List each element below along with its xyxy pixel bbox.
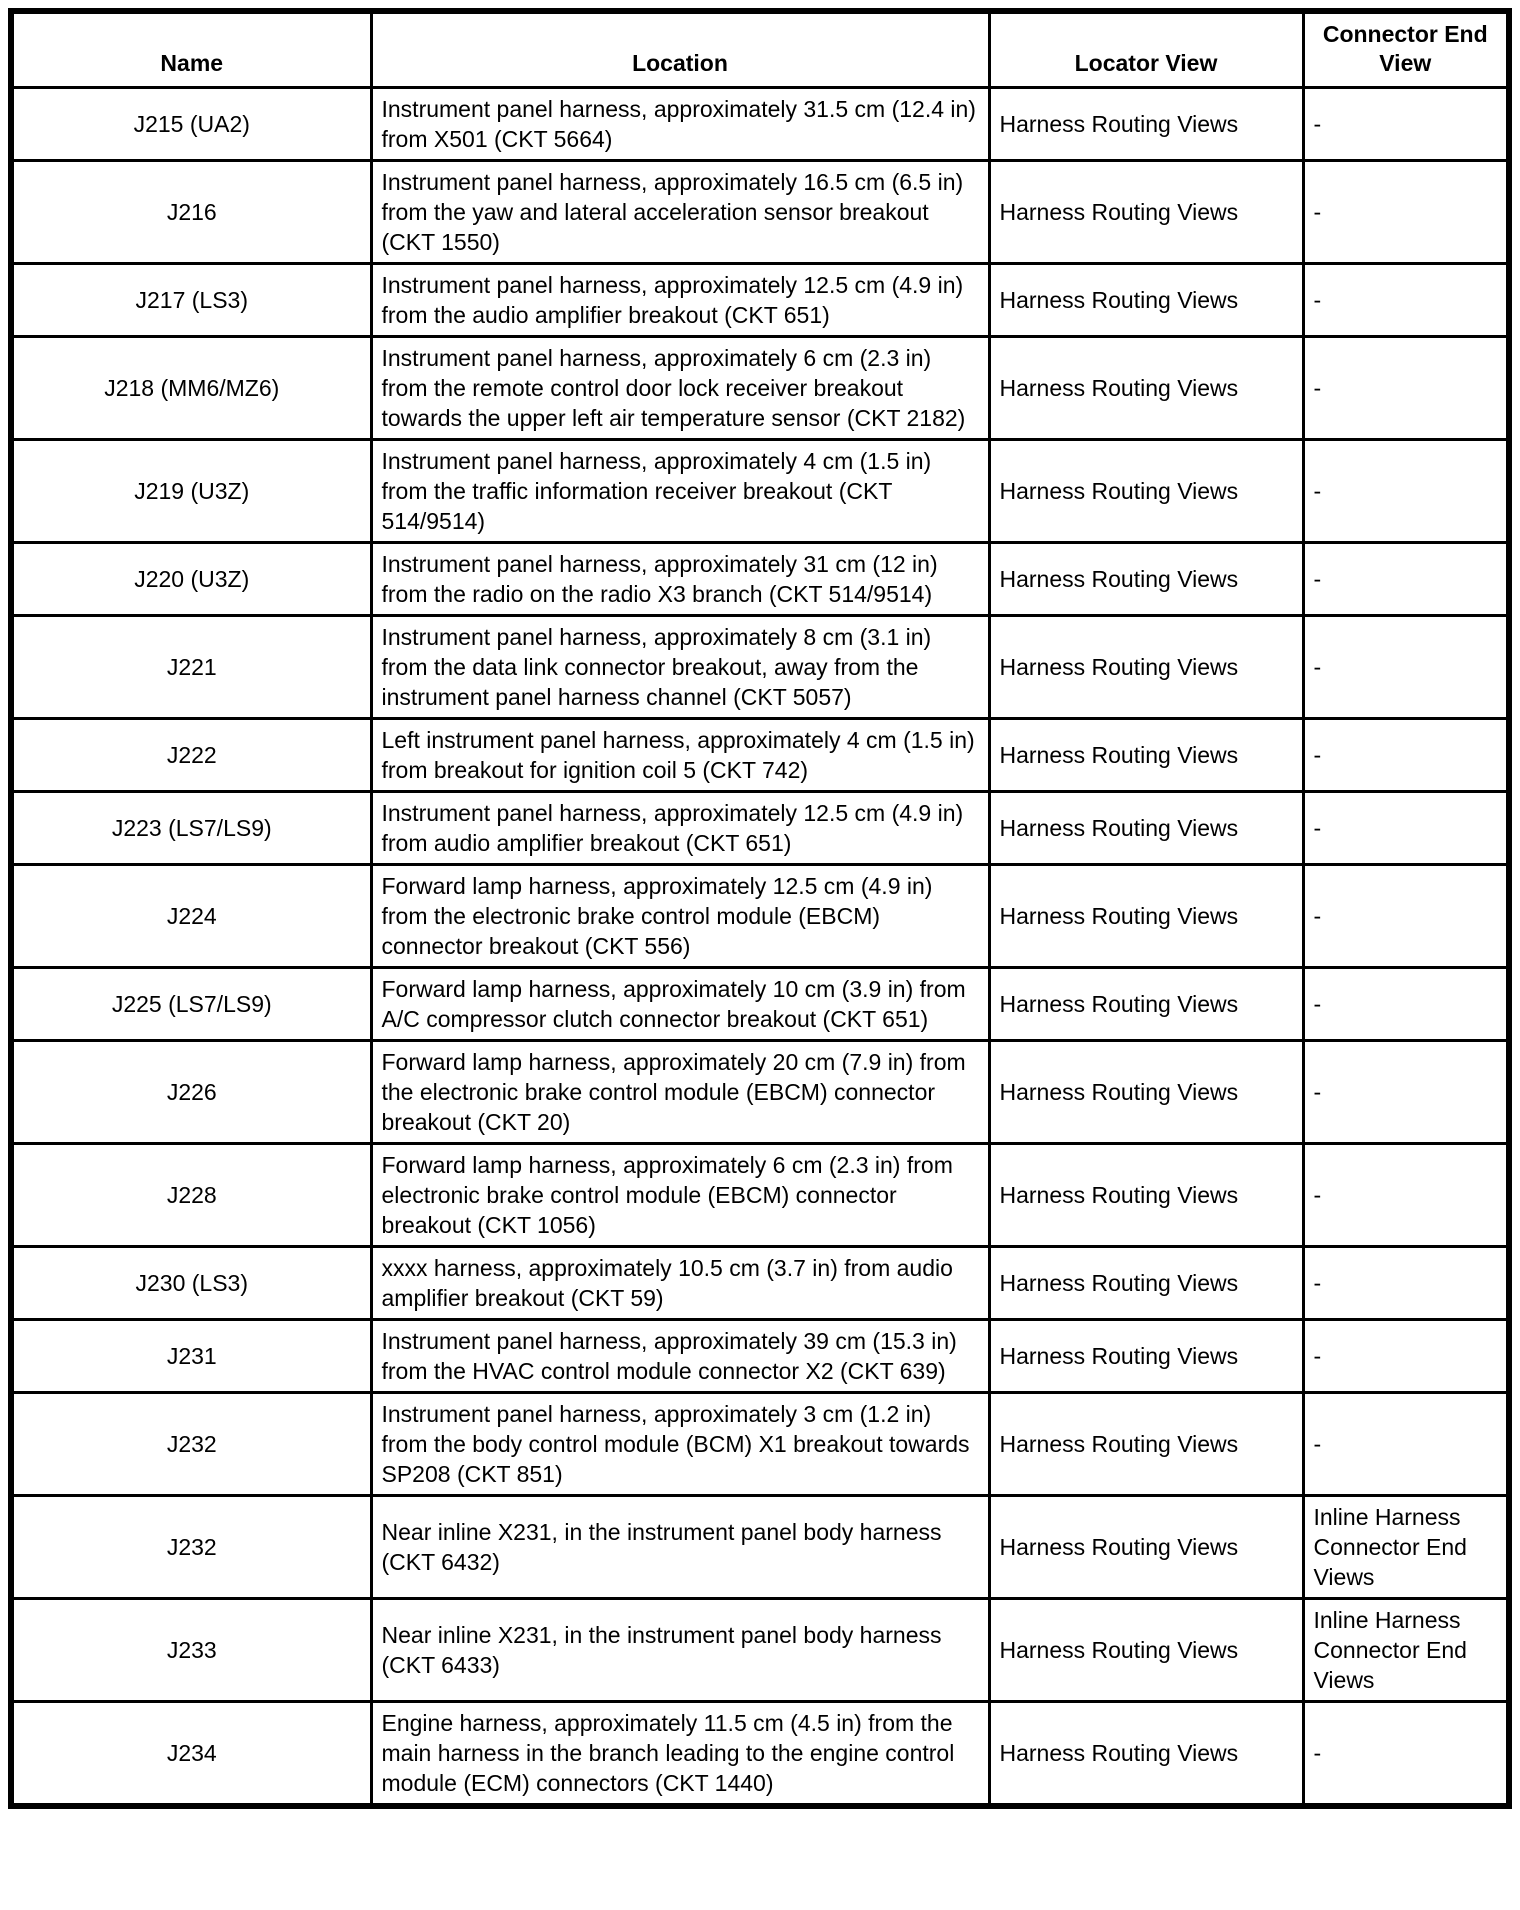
connector-end-view: - (1303, 792, 1509, 865)
splice-name: J225 (LS7/LS9) (11, 968, 371, 1041)
splice-name: J228 (11, 1144, 371, 1247)
splice-location: Instrument panel harness, approximately 31 cm (12 in) from the radio on the radio X3 branch (CKT 514/9514) (371, 543, 989, 616)
table-body (11, 88, 1509, 1807)
splice-name: J234 (11, 1702, 371, 1807)
splice-name: J220 (U3Z) (11, 543, 371, 616)
locator-view: Harness Routing Views (989, 440, 1303, 543)
table-row (11, 1144, 1509, 1247)
table-row (11, 161, 1509, 264)
table-row (11, 88, 1509, 161)
splice-name: J232 (11, 1496, 371, 1599)
table-row (11, 865, 1509, 968)
splice-location: Near inline X231, in the instrument panel body harness (CKT 6433) (371, 1599, 989, 1702)
connector-end-view: - (1303, 1702, 1509, 1807)
table-row (11, 1320, 1509, 1393)
splice-name: J215 (UA2) (11, 88, 371, 161)
splice-location: Left instrument panel harness, approximately 4 cm (1.5 in) from breakout for ignition coil 5 (CKT 742) (371, 719, 989, 792)
locator-view: Harness Routing Views (989, 1144, 1303, 1247)
connector-end-view: - (1303, 968, 1509, 1041)
splice-location: Instrument panel harness, approximately 8 cm (3.1 in) from the data link connector breakout, away from the instrument panel harness channel (CKT 5057) (371, 616, 989, 719)
splice-name: J222 (11, 719, 371, 792)
connector-end-view: - (1303, 1144, 1509, 1247)
splice-location: Near inline X231, in the instrument panel body harness (CKT 6432) (371, 1496, 989, 1599)
locator-view: Harness Routing Views (989, 865, 1303, 968)
table-header (11, 11, 1509, 88)
connector-end-view: Inline Harness Connector End Views (1303, 1496, 1509, 1599)
locator-view: Harness Routing Views (989, 1496, 1303, 1599)
table-row (11, 337, 1509, 440)
splice-location-table (8, 8, 1512, 1809)
table-row (11, 1599, 1509, 1702)
locator-view: Harness Routing Views (989, 1247, 1303, 1320)
splice-name: J218 (MM6/MZ6) (11, 337, 371, 440)
locator-view: Harness Routing Views (989, 1599, 1303, 1702)
splice-name: J216 (11, 161, 371, 264)
splice-name: J230 (LS3) (11, 1247, 371, 1320)
splice-location: Instrument panel harness, approximately 3 cm (1.2 in) from the body control module (BCM) X1 breakout towards SP208 (CKT 851) (371, 1393, 989, 1496)
splice-location: Instrument panel harness, approximately 12.5 cm (4.9 in) from audio amplifier breakout (CKT 651) (371, 792, 989, 865)
locator-view: Harness Routing Views (989, 968, 1303, 1041)
table-row (11, 264, 1509, 337)
connector-end-view: - (1303, 543, 1509, 616)
splice-location: Instrument panel harness, approximately 4 cm (1.5 in) from the traffic information receiver breakout (CKT 514/9514) (371, 440, 989, 543)
splice-location: Forward lamp harness, approximately 6 cm (2.3 in) from electronic brake control module (EBCM) connector breakout (CKT 1056) (371, 1144, 989, 1247)
locator-view: Harness Routing Views (989, 1393, 1303, 1496)
splice-location: Forward lamp harness, approximately 10 cm (3.9 in) from A/C compressor clutch connector breakout (CKT 651) (371, 968, 989, 1041)
connector-end-view: - (1303, 865, 1509, 968)
splice-location: Instrument panel harness, approximately 12.5 cm (4.9 in) from the audio amplifier breakout (CKT 651) (371, 264, 989, 337)
table-row (11, 968, 1509, 1041)
splice-name: J224 (11, 865, 371, 968)
connector-end-view: - (1303, 1247, 1509, 1320)
connector-end-view: - (1303, 616, 1509, 719)
locator-view: Harness Routing Views (989, 543, 1303, 616)
table-row (11, 543, 1509, 616)
splice-location: Engine harness, approximately 11.5 cm (4.5 in) from the main harness in the branch leading to the engine control module (ECM) connectors (CKT 1440) (371, 1702, 989, 1807)
table-row (11, 1702, 1509, 1807)
connector-end-view: - (1303, 264, 1509, 337)
table-row (11, 1247, 1509, 1320)
table-row (11, 1393, 1509, 1496)
locator-view: Harness Routing Views (989, 88, 1303, 161)
locator-view: Harness Routing Views (989, 1702, 1303, 1807)
column-header-connector-end-view: Connector End View (1303, 11, 1509, 88)
table-row (11, 1496, 1509, 1599)
locator-view: Harness Routing Views (989, 792, 1303, 865)
connector-end-view: Inline Harness Connector End Views (1303, 1599, 1509, 1702)
header-row (11, 11, 1509, 88)
connector-end-view: - (1303, 337, 1509, 440)
column-header-location: Location (371, 11, 989, 88)
column-header-locator-view: Locator View (989, 11, 1303, 88)
splice-name: J226 (11, 1041, 371, 1144)
locator-view: Harness Routing Views (989, 616, 1303, 719)
connector-end-view: - (1303, 440, 1509, 543)
locator-view: Harness Routing Views (989, 161, 1303, 264)
locator-view: Harness Routing Views (989, 1320, 1303, 1393)
splice-name: J223 (LS7/LS9) (11, 792, 371, 865)
splice-location: Instrument panel harness, approximately 6 cm (2.3 in) from the remote control door lock receiver breakout towards the upper left air temperature sensor (CKT 2182) (371, 337, 989, 440)
splice-location: xxxx harness, approximately 10.5 cm (3.7 in) from audio amplifier breakout (CKT 59) (371, 1247, 989, 1320)
connector-end-view: - (1303, 1320, 1509, 1393)
connector-end-view: - (1303, 1393, 1509, 1496)
splice-name: J219 (U3Z) (11, 440, 371, 543)
splice-location: Instrument panel harness, approximately 31.5 cm (12.4 in) from X501 (CKT 5664) (371, 88, 989, 161)
connector-end-view: - (1303, 1041, 1509, 1144)
column-header-name: Name (11, 11, 371, 88)
table-row (11, 792, 1509, 865)
splice-location: Instrument panel harness, approximately 39 cm (15.3 in) from the HVAC control module connector X2 (CKT 639) (371, 1320, 989, 1393)
connector-end-view: - (1303, 88, 1509, 161)
table-row (11, 1041, 1509, 1144)
locator-view: Harness Routing Views (989, 719, 1303, 792)
locator-view: Harness Routing Views (989, 264, 1303, 337)
connector-end-view: - (1303, 161, 1509, 264)
table-row (11, 719, 1509, 792)
splice-location: Forward lamp harness, approximately 12.5 cm (4.9 in) from the electronic brake control module (EBCM) connector breakout (CKT 556) (371, 865, 989, 968)
splice-location: Forward lamp harness, approximately 20 cm (7.9 in) from the electronic brake control module (EBCM) connector breakout (CKT 20) (371, 1041, 989, 1144)
table-row (11, 440, 1509, 543)
table-row (11, 616, 1509, 719)
splice-name: J233 (11, 1599, 371, 1702)
connector-end-view: - (1303, 719, 1509, 792)
locator-view: Harness Routing Views (989, 1041, 1303, 1144)
splice-name: J232 (11, 1393, 371, 1496)
splice-location: Instrument panel harness, approximately 16.5 cm (6.5 in) from the yaw and lateral acceleration sensor breakout (CKT 1550) (371, 161, 989, 264)
splice-name: J217 (LS3) (11, 264, 371, 337)
locator-view: Harness Routing Views (989, 337, 1303, 440)
splice-name: J221 (11, 616, 371, 719)
splice-name: J231 (11, 1320, 371, 1393)
